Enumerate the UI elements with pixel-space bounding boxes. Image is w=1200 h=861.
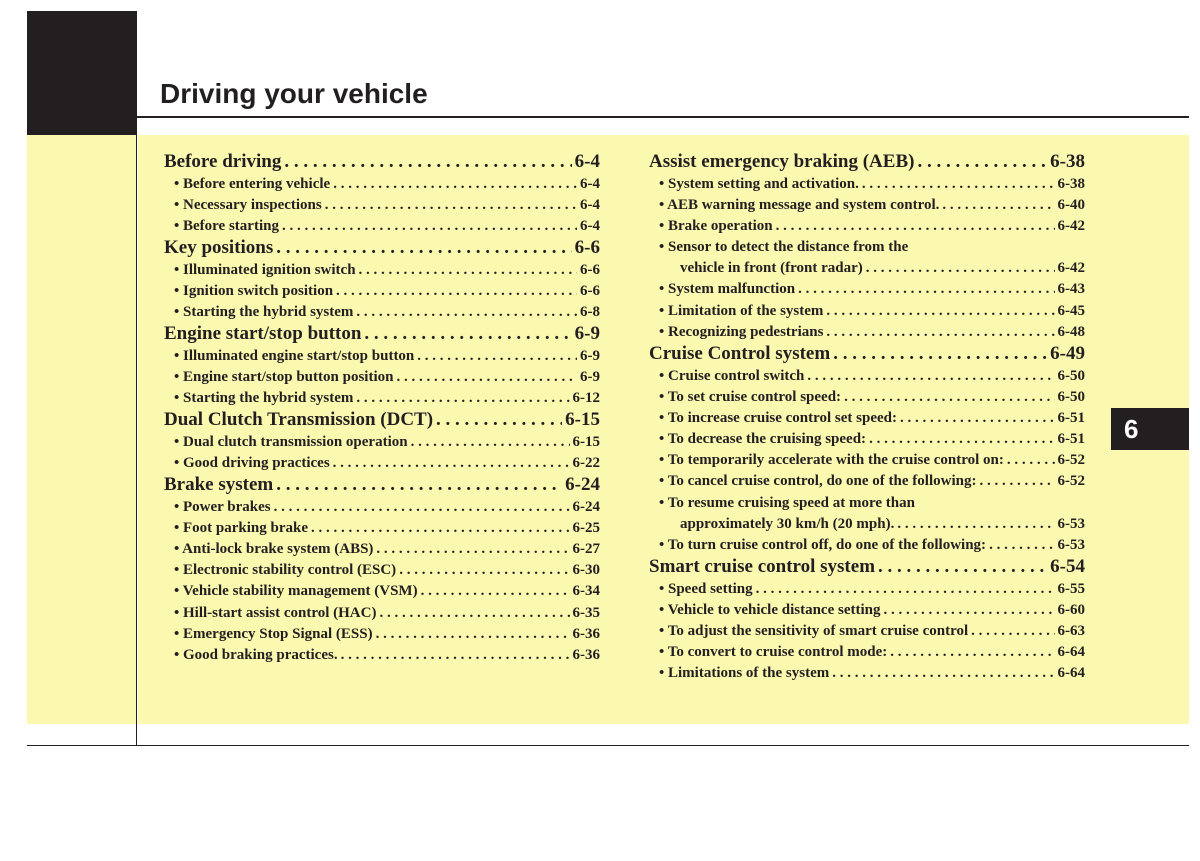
toc-entry-label: • Brake operation <box>659 217 773 234</box>
dot-leader <box>308 518 569 539</box>
toc-item-entry[interactable] <box>649 216 1085 237</box>
toc-entry-label: Before driving <box>164 151 282 172</box>
toc-item-entry[interactable] <box>164 624 600 645</box>
dot-leader <box>894 514 1054 535</box>
dot-leader <box>841 387 1054 408</box>
toc-entry-label: • Emergency Stop Signal (ESS) <box>174 625 373 642</box>
toc-page-number: 6-8 <box>580 303 600 320</box>
toc-item-entry[interactable] <box>649 301 1085 322</box>
toc-item-entry[interactable] <box>649 279 1085 300</box>
toc-page-number: 6-38 <box>1050 151 1085 172</box>
toc-entry-label: • Electronic stability control (ESC) <box>174 562 397 579</box>
toc-page-number: 6-43 <box>1057 281 1085 298</box>
toc-section-entry[interactable] <box>649 343 1085 366</box>
dot-leader <box>804 366 1054 387</box>
toc-page-number: 6-64 <box>1057 665 1085 682</box>
toc-entry-label: Key positions <box>164 237 274 259</box>
toc-entry-label: • Good braking practices. <box>174 646 338 663</box>
dot-leader <box>433 409 562 432</box>
toc-page-number: 6-27 <box>572 540 600 557</box>
toc-page-number: 6-15 <box>565 409 600 431</box>
dot-leader <box>281 151 571 174</box>
dot-leader <box>330 174 577 195</box>
toc-entry-label: • Anti-lock brake system (ABS) <box>174 540 374 557</box>
toc-item-entry[interactable] <box>164 539 600 560</box>
dot-leader <box>273 474 562 497</box>
toc-page-number: 6-6 <box>580 282 600 299</box>
toc-page-number: 6-50 <box>1057 367 1085 384</box>
toc-section-entry[interactable] <box>164 409 600 432</box>
toc-entry-label: • Good driving practices <box>174 454 330 471</box>
dot-leader <box>823 322 1054 343</box>
toc-page-number: 6-53 <box>1057 537 1085 553</box>
dot-leader <box>418 581 570 602</box>
toc-page-number: 6-42 <box>1057 260 1085 277</box>
dot-leader <box>753 579 1055 600</box>
toc-page-number: 6-4 <box>580 196 600 213</box>
dot-leader <box>823 301 1054 322</box>
toc-item-entry[interactable] <box>649 535 1085 556</box>
toc-entry-label: • Dual clutch transmission operation <box>174 433 408 450</box>
dot-leader <box>887 642 1054 663</box>
toc-page-number: 6-9 <box>574 323 600 345</box>
dot-leader <box>939 195 1054 216</box>
toc-entry-label: • Limitations of the system <box>659 665 830 682</box>
toc-item-entry[interactable] <box>164 603 600 624</box>
toc-page-number: 6-36 <box>572 625 600 642</box>
toc-page-number: 6-54 <box>1050 556 1085 578</box>
toc-page-number: 6-64 <box>1057 644 1085 661</box>
toc-section-entry[interactable] <box>649 151 1085 174</box>
dot-leader <box>880 600 1054 621</box>
toc-page-number: 6-35 <box>572 604 600 621</box>
toc-item-entry[interactable] <box>164 581 600 602</box>
dot-leader <box>279 216 577 237</box>
toc-entry-label: • Recognizing pedestrians <box>659 323 824 340</box>
dot-leader <box>273 237 571 260</box>
dot-leader <box>373 624 570 645</box>
toc-item-entry[interactable] <box>164 518 600 539</box>
toc-entry-label: • Vehicle stability management (VSM) <box>174 583 418 600</box>
dot-leader <box>408 432 570 453</box>
dot-leader <box>396 560 569 581</box>
toc-item-entry[interactable] <box>649 493 1085 514</box>
dot-leader <box>875 556 1047 579</box>
toc-page-number: 6-55 <box>1057 580 1085 597</box>
toc-item-entry[interactable] <box>649 258 1085 279</box>
toc-page-number: 6-40 <box>1057 196 1085 213</box>
toc-item-entry[interactable] <box>649 579 1085 600</box>
toc-entry-label: Brake system <box>164 474 274 496</box>
toc-entry-label: • Starting the hybrid system <box>174 390 354 406</box>
toc-entry-label: • Before starting <box>174 217 279 234</box>
toc-entry-label: • Limitation of the system <box>659 302 824 319</box>
toc-entry-label: • Necessary inspections <box>174 196 322 213</box>
toc-item-entry[interactable] <box>649 663 1085 684</box>
toc-item-entry[interactable] <box>649 408 1085 429</box>
toc-page-number: 6-9 <box>580 347 600 364</box>
toc-item-entry[interactable] <box>164 216 600 237</box>
dot-leader <box>859 174 1055 195</box>
toc-entry-label: • Starting the hybrid system <box>174 303 354 320</box>
toc-item-entry[interactable] <box>649 174 1085 195</box>
toc-item-entry[interactable] <box>164 645 600 666</box>
dot-leader <box>829 663 1054 684</box>
dot-leader <box>866 429 1054 450</box>
dot-leader <box>914 151 1047 174</box>
toc-entry-label: • Speed setting <box>659 580 753 597</box>
toc-entry-label: • Before entering vehicle <box>174 175 331 192</box>
toc-item-entry[interactable] <box>649 195 1085 216</box>
toc-entry-label: • To temporarily accelerate with the cruise control on: <box>659 452 1004 469</box>
toc-page-number: 6-52 <box>1057 473 1085 490</box>
dot-leader <box>330 453 570 474</box>
dot-leader <box>830 343 1047 366</box>
toc-item-entry[interactable] <box>649 237 1085 258</box>
toc-page-number: 6-50 <box>1057 388 1085 405</box>
toc-entry-label: • AEB warning message and system control. <box>659 196 940 213</box>
toc-entry-label: • Hill-start assist control (HAC) <box>174 604 377 621</box>
toc-item-entry[interactable] <box>649 366 1085 387</box>
toc-item-entry[interactable] <box>164 432 600 453</box>
dot-leader <box>393 367 577 388</box>
toc-section-entry[interactable] <box>164 323 600 346</box>
toc-item-entry[interactable] <box>164 560 600 581</box>
toc-item-entry[interactable] <box>649 471 1085 492</box>
toc-page-number: 6-4 <box>580 217 600 234</box>
toc-entry-label: • Illuminated ignition switch <box>174 261 356 278</box>
toc-item-entry[interactable] <box>164 367 600 388</box>
dot-leader <box>271 497 570 518</box>
dot-leader <box>976 471 1054 492</box>
dot-leader <box>356 260 577 281</box>
toc-page-number: 6-34 <box>572 583 600 600</box>
left-margin-panel <box>27 135 137 724</box>
dot-leader <box>361 323 571 346</box>
toc-item-entry[interactable] <box>164 388 600 409</box>
toc-column-right <box>649 151 1085 685</box>
toc-entry-label: • Power brakes <box>174 498 271 515</box>
chapter-tab[interactable]: 6 <box>1111 408 1189 450</box>
toc-entry-label: Smart cruise control system <box>649 556 876 578</box>
toc-entry-label: approximately 30 km/h (20 mph). <box>680 515 895 532</box>
toc-page-number: 6-36 <box>572 646 600 663</box>
margin-divider <box>136 11 137 746</box>
dot-leader <box>773 216 1055 237</box>
toc-entry-label: • To increase cruise control set speed: <box>659 409 898 426</box>
toc-page-number: 6-22 <box>572 454 600 471</box>
dot-leader <box>863 258 1055 279</box>
dot-leader <box>795 279 1054 300</box>
toc-page-number: 6-4 <box>574 151 600 172</box>
dot-leader <box>353 302 577 323</box>
toc-item-entry[interactable] <box>164 497 600 518</box>
dot-leader <box>1004 450 1055 471</box>
toc-entry-label: • To adjust the sensitivity of smart cruise control <box>659 623 969 640</box>
toc-item-entry[interactable] <box>649 429 1085 450</box>
toc-item-entry[interactable] <box>164 302 600 323</box>
dot-leader <box>353 388 569 409</box>
toc-page-number: 6-60 <box>1057 601 1085 618</box>
dot-leader <box>986 535 1054 556</box>
toc-page-number: 6-48 <box>1057 323 1085 340</box>
toc-page-number: 6-6 <box>580 261 600 278</box>
toc-page-number: 6-45 <box>1057 302 1085 319</box>
toc-page-number: 6-30 <box>572 562 600 579</box>
toc-entry-label: • To resume cruising speed at more than <box>659 494 915 511</box>
toc-item-entry[interactable] <box>649 322 1085 343</box>
toc-entry-label: • Sensor to detect the distance from the <box>659 239 909 256</box>
toc-page-number: 6-42 <box>1057 217 1085 234</box>
toc-page-number: 6-24 <box>572 498 600 515</box>
toc-page-number: 6-25 <box>572 519 600 536</box>
toc-item-entry[interactable] <box>649 621 1085 642</box>
toc-entry-label: • To convert to cruise control mode: <box>659 644 888 661</box>
toc-entry-label: • To decrease the cruising speed: <box>659 431 867 448</box>
dot-leader <box>373 539 569 560</box>
toc-entry-label: • To turn cruise control off, do one of the following: <box>659 537 987 553</box>
toc-item-entry[interactable] <box>649 600 1085 621</box>
toc-entry-label: • Engine start/stop button position <box>174 368 394 385</box>
toc-page-number: 6-63 <box>1057 623 1085 640</box>
toc-section-entry[interactable] <box>164 151 600 174</box>
dot-leader <box>376 603 569 624</box>
toc-entry-label: • System malfunction <box>659 281 796 298</box>
toc-entry-label: • System setting and activation. <box>659 175 859 192</box>
toc-item-entry[interactable] <box>164 174 600 195</box>
title-underline <box>137 116 1189 118</box>
toc-section-entry[interactable] <box>649 556 1085 579</box>
toc-entry-label: • To cancel cruise control, do one of the following: <box>659 473 977 490</box>
dot-leader <box>338 645 570 666</box>
toc-item-entry[interactable] <box>649 642 1085 663</box>
toc-section-entry[interactable] <box>164 474 600 497</box>
toc-page-number: 6-53 <box>1057 515 1085 532</box>
toc-entry-label: Assist emergency braking (AEB) <box>649 151 915 172</box>
toc-entry-label: • Ignition switch position <box>174 282 334 299</box>
toc-entry-label: Engine start/stop button <box>164 323 362 345</box>
toc-page-number: 6-6 <box>574 237 600 259</box>
toc-section-entry[interactable] <box>164 237 600 260</box>
toc-item-entry[interactable] <box>164 453 600 474</box>
toc-entry-label: • Foot parking brake <box>174 519 309 536</box>
toc-page-number: 6-12 <box>572 390 600 406</box>
toc-item-entry[interactable] <box>164 260 600 281</box>
toc-column-left <box>164 151 600 666</box>
toc-entry-label: • Vehicle to vehicle distance setting <box>659 601 881 618</box>
toc-page-number: 6-9 <box>580 368 600 385</box>
page-title: Driving your vehicle <box>160 78 428 109</box>
toc-entry-label: Dual Clutch Transmission (DCT) <box>164 409 434 431</box>
toc-entry-label: vehicle in front (front radar) <box>680 260 863 277</box>
toc-entry-label: • Cruise control switch <box>659 367 805 384</box>
dot-leader <box>333 281 577 302</box>
dot-leader <box>322 195 577 216</box>
toc-page-number: 6-51 <box>1057 431 1085 448</box>
toc-item-entry[interactable] <box>649 450 1085 471</box>
toc-page-number: 6-4 <box>580 175 600 192</box>
chapter-header-block <box>27 11 137 135</box>
toc-page-number: 6-49 <box>1050 343 1085 364</box>
toc-entry-label: • To set cruise control speed: <box>659 388 842 405</box>
toc-page-number: 6-15 <box>572 433 600 450</box>
dot-leader <box>968 621 1054 642</box>
toc-page-number: 6-24 <box>565 474 600 496</box>
toc-entry-label: • Illuminated engine start/stop button <box>174 347 415 364</box>
toc-page-number: 6-52 <box>1057 452 1085 469</box>
toc-page-number: 6-51 <box>1057 409 1085 426</box>
toc-item-entry[interactable] <box>164 195 600 216</box>
toc-item-entry[interactable] <box>164 281 600 302</box>
toc-page-number: 6-38 <box>1057 175 1085 192</box>
toc-item-entry[interactable] <box>649 514 1085 535</box>
dot-leader <box>414 346 577 367</box>
toc-entry-label: Cruise Control system <box>649 343 831 364</box>
dot-leader <box>897 408 1054 429</box>
toc-item-entry[interactable] <box>649 387 1085 408</box>
toc-item-entry[interactable] <box>164 346 600 367</box>
bottom-rule <box>27 745 1189 746</box>
